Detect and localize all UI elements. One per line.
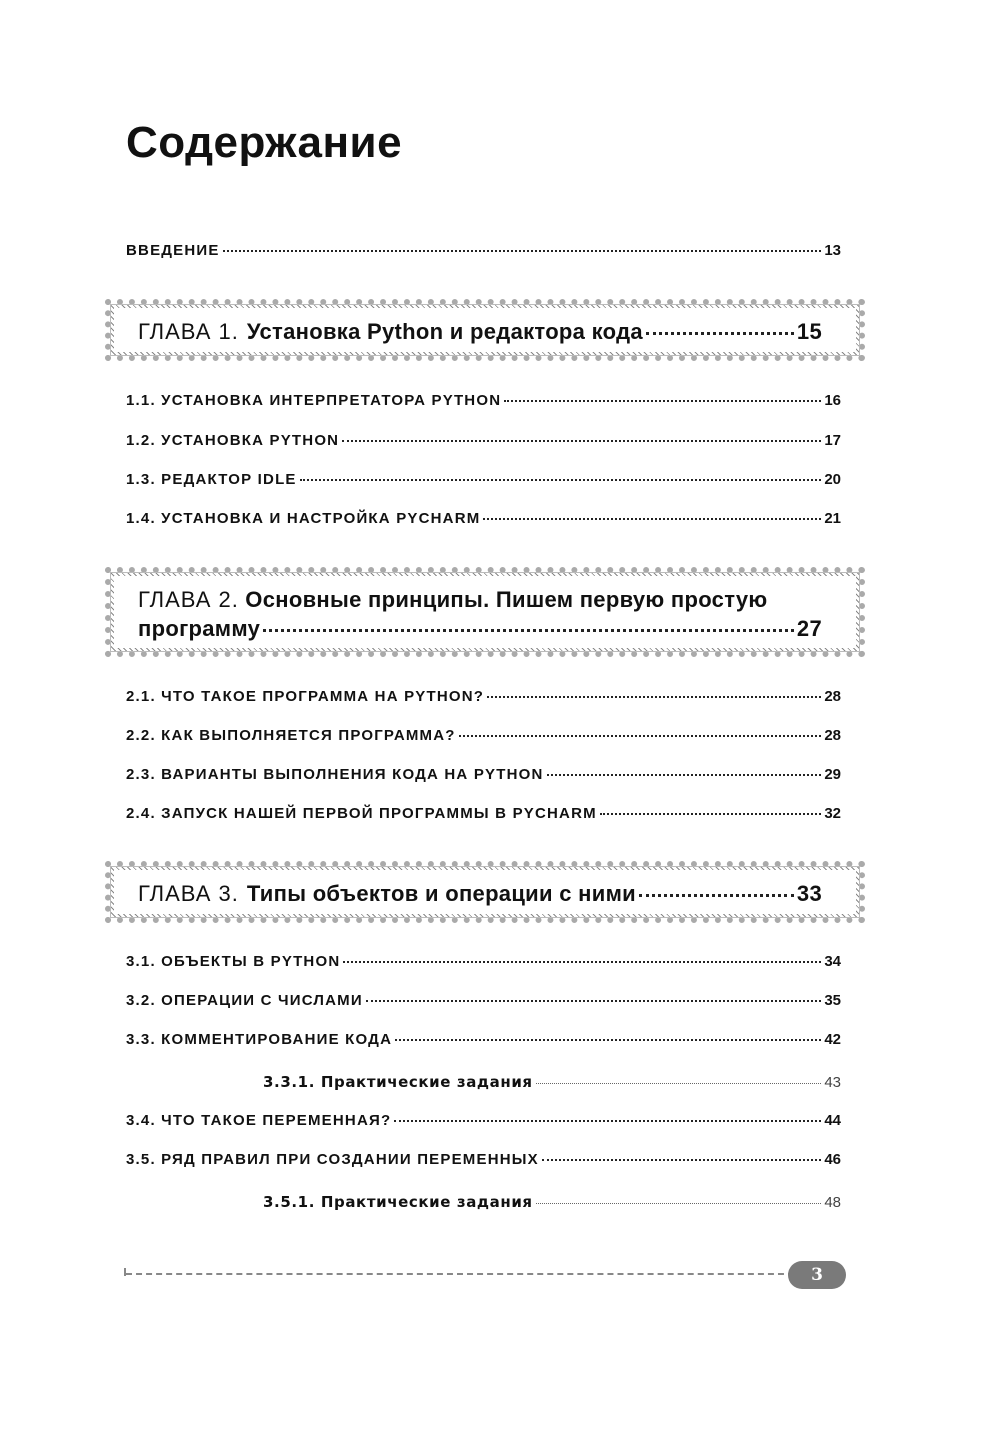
toc-entry-page: 16 (824, 392, 841, 409)
chapter-page: 33 (796, 881, 822, 906)
dot-leader (639, 894, 794, 897)
toc-entry-label: 2.2. КАК ВЫПОЛНЯЕТСЯ ПРОГРАММА? (126, 727, 456, 744)
dot-leader (536, 1203, 822, 1204)
toc-entry-label: 1.1. УСТАНОВКА ИНТЕРПРЕТАТОРА PYTHON (126, 392, 502, 409)
chapter-page: 15 (796, 319, 822, 344)
toc-entry-page: 46 (824, 1151, 841, 1168)
toc-entry-page: 32 (824, 805, 841, 822)
toc-entry-page: 20 (824, 471, 841, 488)
chapter-title-line2: программу (138, 616, 261, 641)
toc-entry-page: 28 (824, 688, 841, 705)
dot-leader (263, 629, 794, 632)
toc-entry-label: 3.4. ЧТО ТАКОЕ ПЕРЕМЕННАЯ? (126, 1112, 392, 1129)
toc-entry-page: 43 (824, 1074, 841, 1091)
toc-entry-page: 21 (824, 510, 841, 527)
toc-entry-3-3[interactable] (126, 1031, 841, 1048)
dot-leader (547, 774, 822, 776)
dot-leader (366, 1000, 821, 1002)
toc-entry-label: ВВЕДЕНИЕ (126, 242, 220, 259)
page-title: Содержание (126, 118, 403, 167)
dot-leader (542, 1159, 821, 1161)
toc-entry-label: 2.3. ВАРИАНТЫ ВЫПОЛНЕНИЯ КОДА НА PYTHON (126, 766, 544, 783)
chapter-1-box[interactable] (110, 304, 860, 356)
dot-leader (394, 1120, 821, 1122)
toc-entry-1-3[interactable] (126, 471, 841, 488)
toc-entry-label: 2.4. ЗАПУСК НАШЕЙ ПЕРВОЙ ПРОГРАММЫ В PYCHARM (126, 805, 597, 822)
dot-leader (459, 735, 822, 737)
chapter-title-line1: Основные принципы. Пишем первую простую (245, 587, 768, 612)
dot-leader (600, 813, 822, 815)
dot-leader (504, 400, 821, 402)
chapter-title: Типы объектов и операции с ними (246, 881, 636, 906)
chapter-2-box[interactable] (110, 572, 860, 652)
toc-entry-1-4[interactable] (126, 510, 841, 527)
toc-entry-3-2[interactable] (126, 992, 841, 1009)
dot-leader (483, 518, 821, 520)
chapter-prefix: ГЛАВА 1. (138, 319, 239, 344)
toc-entry-3-1[interactable] (126, 953, 841, 970)
toc-entry-label: 3.2. ОПЕРАЦИИ С ЧИСЛАМИ (126, 992, 363, 1009)
dot-leader (342, 440, 821, 442)
toc-entry-2-1[interactable] (126, 688, 841, 705)
dot-leader (223, 250, 822, 252)
toc-entry-label: 3.1. ОБЪЕКТЫ В PYTHON (126, 953, 341, 970)
toc-entry-2-2[interactable] (126, 727, 841, 744)
dot-leader (395, 1039, 821, 1041)
dot-leader (536, 1083, 822, 1084)
toc-entry-label: 3.3.1. Практические задания (263, 1073, 533, 1091)
chapter-title: Установка Python и редактора кода (246, 319, 643, 344)
toc-entry-page: 35 (824, 992, 841, 1009)
page-number: 3 (811, 1265, 823, 1285)
toc-entry-2-3[interactable] (126, 766, 841, 783)
toc-entry-3-5[interactable] (126, 1151, 841, 1168)
toc-entry-intro[interactable] (126, 242, 841, 259)
toc-entry-1-1[interactable] (126, 392, 841, 409)
dot-leader (300, 479, 822, 481)
toc-entry-page: 34 (824, 953, 841, 970)
toc-entry-page: 48 (824, 1194, 841, 1211)
toc-entry-page: 44 (824, 1112, 841, 1129)
toc-entry-page: 42 (824, 1031, 841, 1048)
toc-entry-page: 29 (824, 766, 841, 783)
chapter-3-box[interactable] (110, 866, 860, 918)
footer-rule (126, 1273, 794, 1275)
page-number-badge (788, 1261, 846, 1289)
chapter-prefix: ГЛАВА 2. (138, 587, 239, 612)
chapter-prefix: ГЛАВА 3. (138, 881, 239, 906)
chapter-page: 27 (796, 616, 822, 641)
toc-entry-label: 1.4. УСТАНОВКА И НАСТРОЙКА PYCHARM (126, 510, 481, 527)
toc-entry-page: 13 (824, 242, 841, 259)
dot-leader (487, 696, 821, 698)
toc-entry-page: 17 (824, 432, 841, 449)
toc-entry-label: 3.5.1. Практические задания (263, 1193, 533, 1211)
toc-entry-label: 2.1. ЧТО ТАКОЕ ПРОГРАММА НА PYTHON? (126, 688, 485, 705)
toc-entry-2-4[interactable] (126, 805, 841, 822)
dot-leader (646, 332, 794, 335)
dot-leader (343, 961, 821, 963)
toc-entry-page: 28 (824, 727, 841, 744)
toc-entry-3-3-1[interactable] (263, 1073, 841, 1091)
toc-entry-1-2[interactable] (126, 432, 841, 449)
toc-entry-label: 1.3. РЕДАКТОР IDLE (126, 471, 297, 488)
toc-entry-3-5-1[interactable] (263, 1193, 841, 1211)
toc-entry-label: 1.2. УСТАНОВКА PYTHON (126, 432, 340, 449)
toc-entry-3-4[interactable] (126, 1112, 841, 1129)
toc-entry-label: 3.3. КОММЕНТИРОВАНИЕ КОДА (126, 1031, 393, 1048)
toc-entry-label: 3.5. РЯД ПРАВИЛ ПРИ СОЗДАНИИ ПЕРЕМЕННЫХ (126, 1151, 539, 1168)
